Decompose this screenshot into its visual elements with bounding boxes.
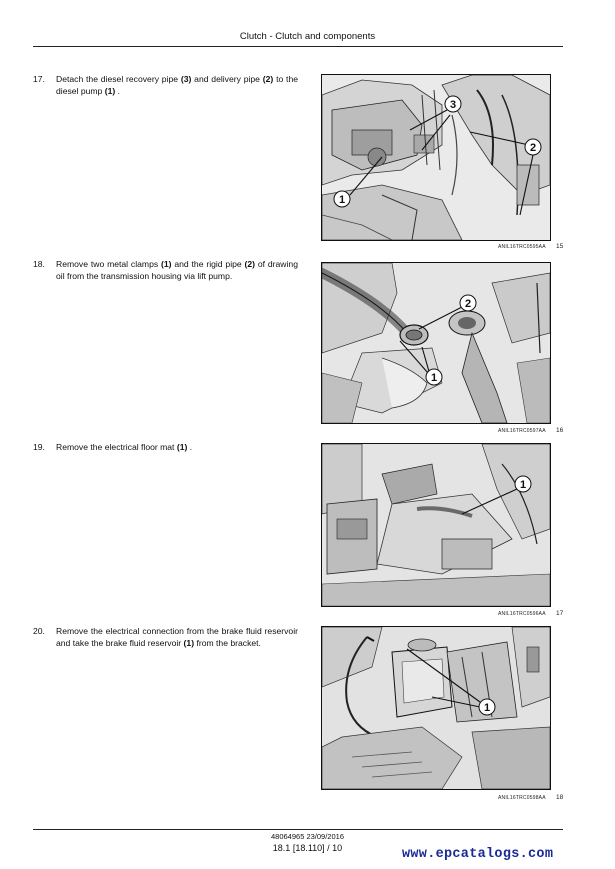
figure-code: ANIL16TRC0597AA	[498, 428, 546, 434]
footer-page-ref: 18.1 [18.110] / 10	[272, 843, 343, 853]
step-19	[33, 442, 298, 454]
callout-2: 2	[529, 142, 537, 154]
figure-number: 17	[556, 610, 564, 617]
step-instruction: Remove the electrical floor mat (1) .	[56, 442, 193, 452]
brake-fluid-reservoir-illustration	[322, 627, 550, 789]
figure-code: ANIL16TRC0596AA	[498, 611, 546, 617]
step-20	[33, 626, 298, 649]
figure-18-brake-fluid-reservoir	[321, 626, 551, 790]
figure-15-diesel-pump	[321, 74, 551, 241]
page-header: Clutch - Clutch and components	[239, 31, 376, 42]
callout-1: 1	[483, 702, 491, 714]
step-number: 19.	[33, 442, 45, 452]
step-number: 20.	[33, 626, 45, 636]
figure-number: 15	[556, 243, 564, 250]
callout-1: 1	[338, 194, 346, 206]
footer-doc-ref: 48064965 23/09/2016	[271, 832, 344, 841]
figure-number: 16	[556, 427, 564, 434]
header-rule	[33, 46, 563, 47]
figure-number: 18	[556, 794, 564, 801]
step-18	[33, 259, 298, 282]
figure-17-floor-mat	[321, 443, 551, 607]
step-number: 17.	[33, 74, 45, 84]
figure-16-rigid-pipe	[321, 262, 551, 424]
callout-2: 2	[464, 298, 472, 310]
callout-1: 1	[519, 479, 527, 491]
floor-mat-illustration	[322, 444, 550, 606]
step-instruction: Remove the electrical connection from the brake fluid reservoir and take the brake fluid reservoir (1) from the bracket.	[56, 626, 298, 648]
step-instruction: Remove two metal clamps (1) and the rigid pipe (2) of drawing oil from the transmission housing via lift pump.	[56, 259, 298, 281]
footer-rule	[33, 829, 563, 830]
callout-3: 3	[449, 99, 457, 111]
diesel-pump-illustration	[322, 75, 550, 240]
figure-code: ANIL16TRC0595AA	[498, 244, 546, 250]
step-17	[33, 74, 298, 97]
step-number: 18.	[33, 259, 45, 269]
step-instruction: Detach the diesel recovery pipe (3) and delivery pipe (2) to the diesel pump (1) .	[56, 74, 298, 96]
figure-code: ANIL16TRC0598AA	[498, 795, 546, 801]
watermark: www.epcatalogs.com	[402, 847, 554, 862]
rigid-pipe-illustration	[322, 263, 550, 423]
callout-1: 1	[430, 372, 438, 384]
